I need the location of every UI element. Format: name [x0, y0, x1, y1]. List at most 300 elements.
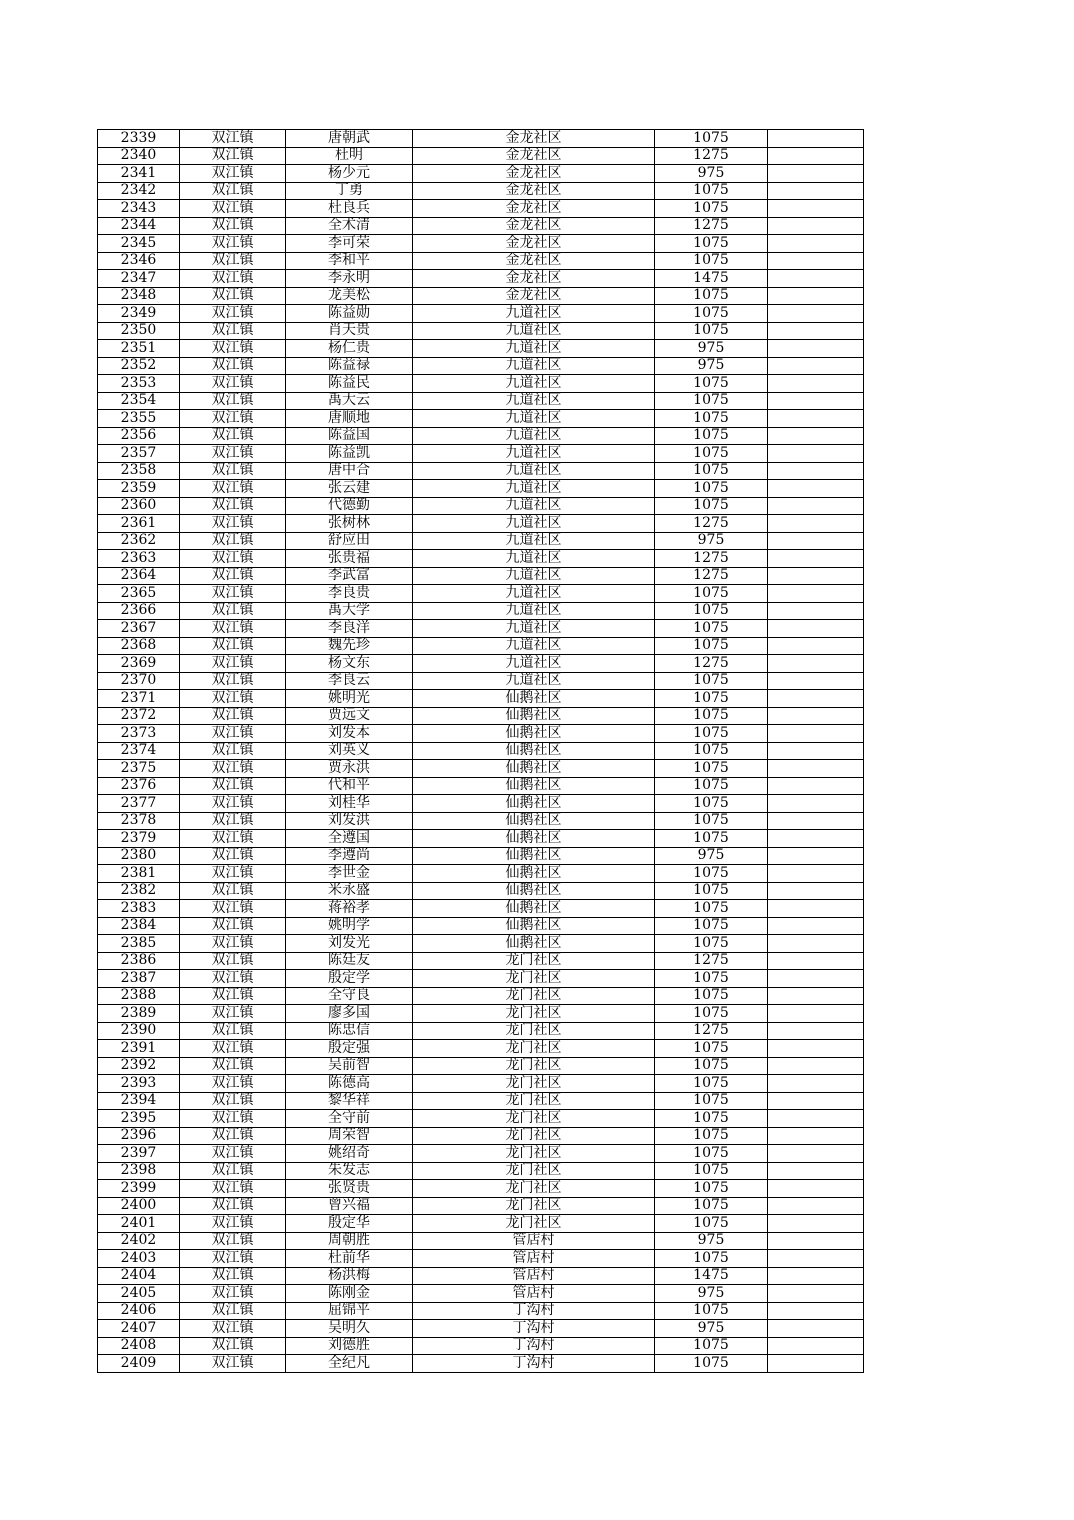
cell-community: 龙门社区 — [413, 987, 655, 1005]
cell-name: 贾远文 — [286, 707, 413, 725]
cell-town: 双江镇 — [180, 340, 286, 358]
cell-name: 陈益民 — [286, 375, 413, 393]
cell-town: 双江镇 — [180, 410, 286, 428]
cell-community: 金龙社区 — [413, 252, 655, 270]
table-row — [98, 375, 864, 393]
cell-community: 九道社区 — [413, 637, 655, 655]
cell-town: 双江镇 — [180, 690, 286, 708]
cell-note — [768, 1180, 864, 1198]
cell-town: 双江镇 — [180, 1180, 286, 1198]
table-row — [98, 305, 864, 323]
cell-note — [768, 375, 864, 393]
cell-name: 魏先珍 — [286, 637, 413, 655]
cell-name: 陈益国 — [286, 427, 413, 445]
cell-community: 金龙社区 — [413, 165, 655, 183]
cell-note — [768, 287, 864, 305]
cell-name: 屈锦平 — [286, 1302, 413, 1320]
cell-amount: 1075 — [655, 830, 768, 848]
cell-community: 仙鹅社区 — [413, 865, 655, 883]
cell-number: 2368 — [98, 637, 180, 655]
cell-note — [768, 707, 864, 725]
cell-number: 2369 — [98, 655, 180, 673]
cell-name: 杜明 — [286, 147, 413, 165]
cell-note — [768, 532, 864, 550]
cell-amount: 1075 — [655, 462, 768, 480]
cell-name: 廖多国 — [286, 1005, 413, 1023]
cell-community: 九道社区 — [413, 392, 655, 410]
cell-town: 双江镇 — [180, 847, 286, 865]
cell-community: 仙鹅社区 — [413, 707, 655, 725]
cell-community: 金龙社区 — [413, 147, 655, 165]
cell-town: 双江镇 — [180, 900, 286, 918]
cell-town: 双江镇 — [180, 742, 286, 760]
table-row — [98, 1040, 864, 1058]
cell-amount: 1075 — [655, 1337, 768, 1355]
cell-name: 张云建 — [286, 480, 413, 498]
cell-note — [768, 655, 864, 673]
cell-note — [768, 1022, 864, 1040]
cell-name: 刘德胜 — [286, 1337, 413, 1355]
cell-number: 2352 — [98, 357, 180, 375]
cell-amount: 1475 — [655, 270, 768, 288]
cell-number: 2404 — [98, 1267, 180, 1285]
cell-name: 杨文东 — [286, 655, 413, 673]
cell-number: 2371 — [98, 690, 180, 708]
table-row — [98, 182, 864, 200]
cell-note — [768, 392, 864, 410]
cell-amount: 1075 — [655, 235, 768, 253]
cell-amount: 1075 — [655, 725, 768, 743]
cell-number: 2343 — [98, 200, 180, 218]
cell-community: 丁沟村 — [413, 1355, 655, 1373]
cell-amount: 1075 — [655, 445, 768, 463]
cell-note — [768, 340, 864, 358]
cell-name: 陈益凯 — [286, 445, 413, 463]
cell-note — [768, 322, 864, 340]
cell-name: 陈刚金 — [286, 1285, 413, 1303]
table-row — [98, 725, 864, 743]
cell-number: 2373 — [98, 725, 180, 743]
cell-note — [768, 777, 864, 795]
cell-name: 全守良 — [286, 987, 413, 1005]
cell-town: 双江镇 — [180, 1267, 286, 1285]
cell-amount: 1075 — [655, 637, 768, 655]
cell-number: 2353 — [98, 375, 180, 393]
cell-note — [768, 760, 864, 778]
table-row — [98, 392, 864, 410]
cell-town: 双江镇 — [180, 1320, 286, 1338]
table-row — [98, 497, 864, 515]
table-row — [98, 462, 864, 480]
cell-community: 仙鹅社区 — [413, 917, 655, 935]
cell-town: 双江镇 — [180, 1110, 286, 1128]
table-row — [98, 952, 864, 970]
cell-number: 2359 — [98, 480, 180, 498]
table-row — [98, 357, 864, 375]
cell-name: 刘发洪 — [286, 812, 413, 830]
cell-amount: 975 — [655, 1232, 768, 1250]
cell-amount: 1075 — [655, 917, 768, 935]
cell-note — [768, 935, 864, 953]
table-row — [98, 287, 864, 305]
cell-note — [768, 462, 864, 480]
cell-number: 2354 — [98, 392, 180, 410]
cell-note — [768, 147, 864, 165]
cell-town: 双江镇 — [180, 777, 286, 795]
cell-town: 双江镇 — [180, 182, 286, 200]
cell-amount: 1075 — [655, 672, 768, 690]
cell-town: 双江镇 — [180, 217, 286, 235]
cell-number: 2401 — [98, 1215, 180, 1233]
cell-community: 丁沟村 — [413, 1320, 655, 1338]
cell-number: 2383 — [98, 900, 180, 918]
cell-town: 双江镇 — [180, 235, 286, 253]
table-row — [98, 742, 864, 760]
cell-number: 2395 — [98, 1110, 180, 1128]
cell-amount: 1075 — [655, 777, 768, 795]
cell-number: 2407 — [98, 1320, 180, 1338]
cell-amount: 1075 — [655, 1145, 768, 1163]
cell-name: 刘发本 — [286, 725, 413, 743]
cell-number: 2378 — [98, 812, 180, 830]
cell-number: 2344 — [98, 217, 180, 235]
table-row — [98, 130, 864, 148]
cell-name: 代和平 — [286, 777, 413, 795]
cell-note — [768, 1215, 864, 1233]
table-row — [98, 445, 864, 463]
cell-amount: 1075 — [655, 1355, 768, 1373]
cell-community: 龙门社区 — [413, 1040, 655, 1058]
cell-name: 周荣智 — [286, 1127, 413, 1145]
cell-amount: 1275 — [655, 217, 768, 235]
cell-note — [768, 882, 864, 900]
cell-amount: 975 — [655, 340, 768, 358]
table-row — [98, 200, 864, 218]
cell-note — [768, 1232, 864, 1250]
cell-community: 九道社区 — [413, 655, 655, 673]
cell-community: 管店村 — [413, 1267, 655, 1285]
cell-number: 2400 — [98, 1197, 180, 1215]
cell-community: 仙鹅社区 — [413, 812, 655, 830]
cell-town: 双江镇 — [180, 1057, 286, 1075]
cell-number: 2380 — [98, 847, 180, 865]
cell-community: 九道社区 — [413, 410, 655, 428]
cell-name: 杜良兵 — [286, 200, 413, 218]
cell-amount: 1275 — [655, 147, 768, 165]
cell-number: 2408 — [98, 1337, 180, 1355]
cell-community: 九道社区 — [413, 585, 655, 603]
cell-number: 2391 — [98, 1040, 180, 1058]
table-row — [98, 1022, 864, 1040]
cell-number: 2374 — [98, 742, 180, 760]
cell-amount: 1075 — [655, 305, 768, 323]
cell-number: 2390 — [98, 1022, 180, 1040]
cell-name: 殷定学 — [286, 970, 413, 988]
cell-number: 2382 — [98, 882, 180, 900]
cell-town: 双江镇 — [180, 602, 286, 620]
cell-name: 丁勇 — [286, 182, 413, 200]
cell-amount: 1075 — [655, 760, 768, 778]
cell-amount: 1075 — [655, 882, 768, 900]
cell-community: 金龙社区 — [413, 270, 655, 288]
cell-number: 2360 — [98, 497, 180, 515]
table-row — [98, 515, 864, 533]
cell-community: 龙门社区 — [413, 1197, 655, 1215]
cell-community: 仙鹅社区 — [413, 725, 655, 743]
table-row — [98, 410, 864, 428]
cell-name: 唐中合 — [286, 462, 413, 480]
cell-community: 仙鹅社区 — [413, 900, 655, 918]
table-row — [98, 1285, 864, 1303]
cell-town: 双江镇 — [180, 795, 286, 813]
cell-number: 2403 — [98, 1250, 180, 1268]
cell-community: 仙鹅社区 — [413, 777, 655, 795]
cell-town: 双江镇 — [180, 1005, 286, 1023]
cell-town: 双江镇 — [180, 147, 286, 165]
cell-name: 刘发光 — [286, 935, 413, 953]
cell-community: 九道社区 — [413, 602, 655, 620]
cell-town: 双江镇 — [180, 1022, 286, 1040]
table-row — [98, 217, 864, 235]
table-row — [98, 1267, 864, 1285]
cell-community: 龙门社区 — [413, 1162, 655, 1180]
cell-name: 杨洪梅 — [286, 1267, 413, 1285]
cell-amount: 1075 — [655, 935, 768, 953]
cell-amount: 1075 — [655, 1075, 768, 1093]
cell-name: 陈廷友 — [286, 952, 413, 970]
table-row — [98, 777, 864, 795]
cell-number: 2348 — [98, 287, 180, 305]
cell-community: 龙门社区 — [413, 952, 655, 970]
cell-note — [768, 970, 864, 988]
table-row — [98, 970, 864, 988]
cell-town: 双江镇 — [180, 1075, 286, 1093]
table-row — [98, 252, 864, 270]
cell-community: 九道社区 — [413, 672, 655, 690]
cell-name: 唐朝武 — [286, 130, 413, 148]
cell-number: 2355 — [98, 410, 180, 428]
cell-note — [768, 1355, 864, 1373]
cell-amount: 1075 — [655, 480, 768, 498]
cell-name: 黎华祥 — [286, 1092, 413, 1110]
cell-number: 2345 — [98, 235, 180, 253]
cell-town: 双江镇 — [180, 445, 286, 463]
cell-community: 九道社区 — [413, 497, 655, 515]
cell-note — [768, 620, 864, 638]
cell-community: 金龙社区 — [413, 217, 655, 235]
cell-community: 仙鹅社区 — [413, 690, 655, 708]
cell-note — [768, 1162, 864, 1180]
cell-town: 双江镇 — [180, 830, 286, 848]
cell-town: 双江镇 — [180, 357, 286, 375]
cell-community: 九道社区 — [413, 567, 655, 585]
cell-town: 双江镇 — [180, 322, 286, 340]
cell-name: 李永明 — [286, 270, 413, 288]
table-row — [98, 1057, 864, 1075]
cell-name: 刘桂华 — [286, 795, 413, 813]
cell-amount: 1075 — [655, 1127, 768, 1145]
cell-name: 蒋裕孝 — [286, 900, 413, 918]
cell-name: 杨仁贵 — [286, 340, 413, 358]
cell-note — [768, 672, 864, 690]
cell-note — [768, 865, 864, 883]
cell-number: 2361 — [98, 515, 180, 533]
cell-number: 2384 — [98, 917, 180, 935]
cell-town: 双江镇 — [180, 1285, 286, 1303]
cell-note — [768, 1145, 864, 1163]
cell-number: 2347 — [98, 270, 180, 288]
table-row — [98, 1127, 864, 1145]
cell-town: 双江镇 — [180, 1232, 286, 1250]
table-row — [98, 865, 864, 883]
cell-amount: 1075 — [655, 865, 768, 883]
cell-note — [768, 357, 864, 375]
cell-town: 双江镇 — [180, 1337, 286, 1355]
cell-amount: 1075 — [655, 585, 768, 603]
cell-amount: 1075 — [655, 427, 768, 445]
table-row — [98, 235, 864, 253]
cell-amount: 1075 — [655, 497, 768, 515]
cell-note — [768, 445, 864, 463]
cell-amount: 1275 — [655, 952, 768, 970]
cell-name: 禹大云 — [286, 392, 413, 410]
cell-note — [768, 795, 864, 813]
cell-name: 殷定华 — [286, 1215, 413, 1233]
cell-number: 2399 — [98, 1180, 180, 1198]
cell-community: 金龙社区 — [413, 200, 655, 218]
cell-town: 双江镇 — [180, 1250, 286, 1268]
cell-name: 杨少元 — [286, 165, 413, 183]
cell-town: 双江镇 — [180, 130, 286, 148]
cell-note — [768, 1302, 864, 1320]
cell-number: 2409 — [98, 1355, 180, 1373]
cell-town: 双江镇 — [180, 882, 286, 900]
cell-number: 2396 — [98, 1127, 180, 1145]
cell-number: 2405 — [98, 1285, 180, 1303]
cell-note — [768, 1267, 864, 1285]
cell-town: 双江镇 — [180, 515, 286, 533]
table-row — [98, 917, 864, 935]
cell-name: 李良云 — [286, 672, 413, 690]
cell-number: 2366 — [98, 602, 180, 620]
table-row — [98, 830, 864, 848]
cell-note — [768, 427, 864, 445]
table-row — [98, 567, 864, 585]
cell-number: 2393 — [98, 1075, 180, 1093]
cell-name: 殷定强 — [286, 1040, 413, 1058]
cell-amount: 1075 — [655, 1250, 768, 1268]
cell-community: 仙鹅社区 — [413, 760, 655, 778]
cell-town: 双江镇 — [180, 1197, 286, 1215]
cell-note — [768, 602, 864, 620]
cell-community: 金龙社区 — [413, 130, 655, 148]
cell-amount: 975 — [655, 532, 768, 550]
cell-amount: 1075 — [655, 1005, 768, 1023]
cell-town: 双江镇 — [180, 1092, 286, 1110]
cell-number: 2406 — [98, 1302, 180, 1320]
cell-number: 2388 — [98, 987, 180, 1005]
table-body — [98, 130, 864, 1373]
cell-note — [768, 1057, 864, 1075]
cell-amount: 1075 — [655, 1162, 768, 1180]
cell-town: 双江镇 — [180, 1162, 286, 1180]
table-row — [98, 1250, 864, 1268]
cell-community: 龙门社区 — [413, 1127, 655, 1145]
cell-community: 龙门社区 — [413, 970, 655, 988]
cell-town: 双江镇 — [180, 655, 286, 673]
cell-community: 九道社区 — [413, 427, 655, 445]
cell-number: 2385 — [98, 935, 180, 953]
cell-number: 2372 — [98, 707, 180, 725]
table-row — [98, 1215, 864, 1233]
cell-name: 杜前华 — [286, 1250, 413, 1268]
cell-amount: 975 — [655, 165, 768, 183]
cell-amount: 1075 — [655, 742, 768, 760]
table-row — [98, 1337, 864, 1355]
cell-note — [768, 637, 864, 655]
cell-amount: 975 — [655, 1320, 768, 1338]
cell-town: 双江镇 — [180, 970, 286, 988]
cell-town: 双江镇 — [180, 427, 286, 445]
cell-number: 2339 — [98, 130, 180, 148]
cell-amount: 1075 — [655, 1057, 768, 1075]
table-row — [98, 655, 864, 673]
cell-amount: 1275 — [655, 1022, 768, 1040]
cell-community: 九道社区 — [413, 480, 655, 498]
cell-number: 2341 — [98, 165, 180, 183]
table-row — [98, 550, 864, 568]
cell-name: 唐顺地 — [286, 410, 413, 428]
cell-number: 2346 — [98, 252, 180, 270]
table-row — [98, 1232, 864, 1250]
table-row — [98, 1005, 864, 1023]
cell-amount: 975 — [655, 1285, 768, 1303]
cell-number: 2350 — [98, 322, 180, 340]
cell-community: 丁沟村 — [413, 1302, 655, 1320]
cell-amount: 1075 — [655, 1110, 768, 1128]
cell-note — [768, 1320, 864, 1338]
cell-town: 双江镇 — [180, 480, 286, 498]
cell-number: 2356 — [98, 427, 180, 445]
cell-note — [768, 1285, 864, 1303]
table-row — [98, 1110, 864, 1128]
cell-name: 米永盛 — [286, 882, 413, 900]
cell-note — [768, 917, 864, 935]
cell-town: 双江镇 — [180, 375, 286, 393]
cell-note — [768, 1040, 864, 1058]
cell-town: 双江镇 — [180, 1215, 286, 1233]
cell-note — [768, 1337, 864, 1355]
cell-amount: 1075 — [655, 1215, 768, 1233]
cell-community: 龙门社区 — [413, 1110, 655, 1128]
cell-town: 双江镇 — [180, 305, 286, 323]
cell-town: 双江镇 — [180, 917, 286, 935]
cell-note — [768, 725, 864, 743]
cell-community: 龙门社区 — [413, 1215, 655, 1233]
cell-note — [768, 987, 864, 1005]
cell-town: 双江镇 — [180, 620, 286, 638]
cell-name: 全守前 — [286, 1110, 413, 1128]
cell-name: 张树林 — [286, 515, 413, 533]
cell-note — [768, 567, 864, 585]
cell-note — [768, 1092, 864, 1110]
cell-number: 2357 — [98, 445, 180, 463]
cell-town: 双江镇 — [180, 672, 286, 690]
cell-amount: 1075 — [655, 252, 768, 270]
cell-note — [768, 130, 864, 148]
cell-town: 双江镇 — [180, 585, 286, 603]
data-table — [97, 129, 864, 1373]
